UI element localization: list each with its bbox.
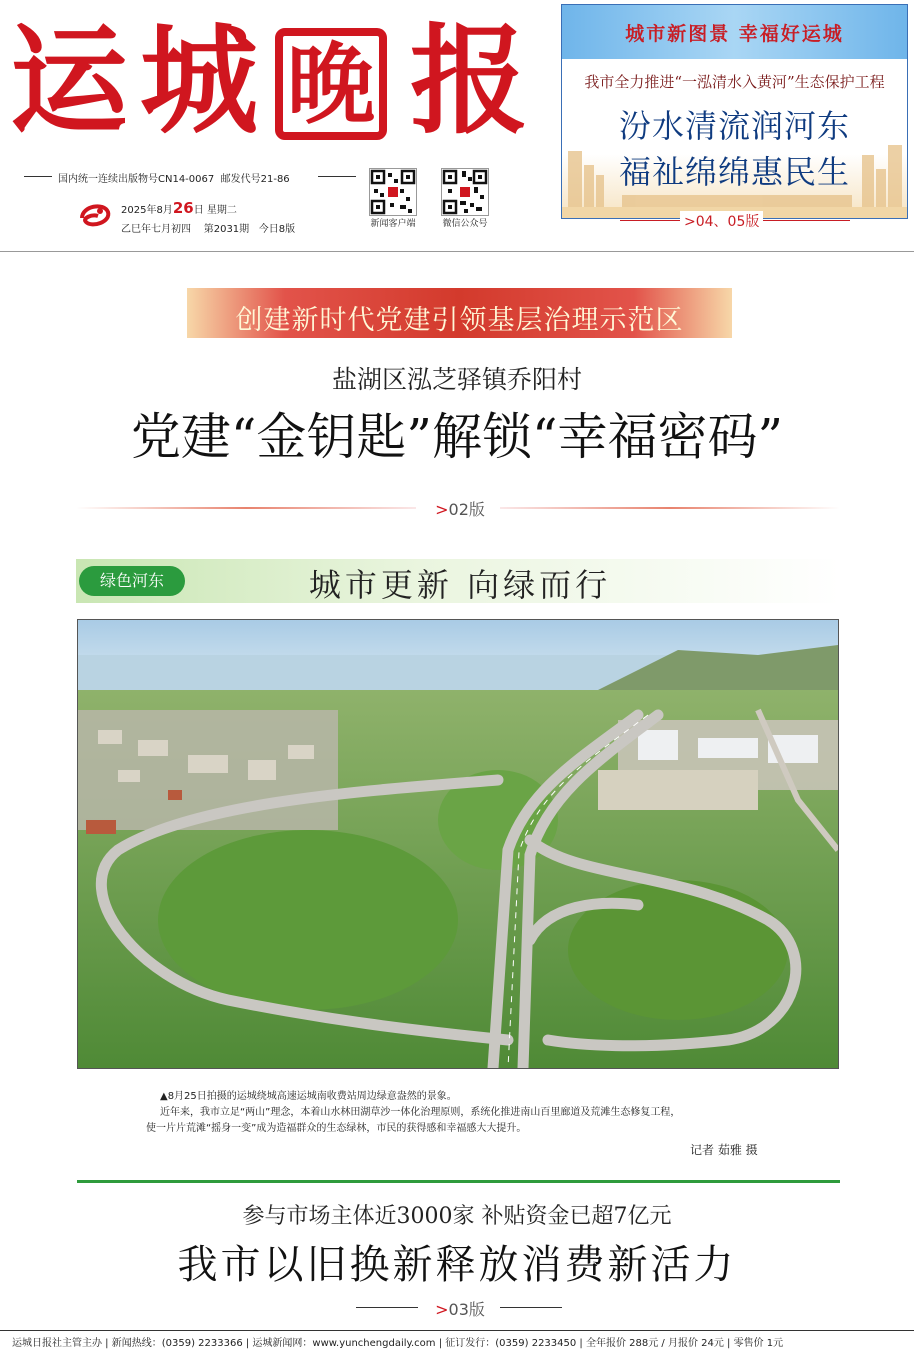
qr-code-icon <box>369 168 417 216</box>
page-ref-arrow-icon: > <box>435 1300 449 1319</box>
ad-box[interactable] <box>561 4 908 219</box>
photo-caption-line-2: 近年来，我市立足“两山”理念，本着山水林田湖草沙一体化治理原则，系统化推进南山百里廊道及荒滩生态修复工程， <box>160 1107 681 1118</box>
page-ref-arrow-icon: > <box>435 500 449 519</box>
page-ref-text: 02版 <box>448 500 485 519</box>
story1-kicker: 盐湖区泓芝驿镇乔阳村 <box>331 365 582 394</box>
photo-caption-line-1: ▲8月25日拍摄的运城绕城高速运城南收费站周边绿意盎然的景象。 <box>160 1091 457 1102</box>
pubinfo-rule-right <box>318 176 356 177</box>
ad-page-ref[interactable]: >04、05版 <box>680 211 763 231</box>
ad-line-1: 汾水清流润河东 <box>618 107 850 145</box>
footer-rule <box>0 1330 914 1331</box>
newspaper-emblem-icon <box>78 200 112 234</box>
pubinfo-rule-left <box>24 176 52 177</box>
masthead-char-3-box <box>275 28 387 140</box>
masthead-char-1: 运 <box>10 11 129 150</box>
story1-banner-text: 创建新时代党建引领基层治理示范区 <box>235 305 684 336</box>
issue-number: 第2031期 <box>203 224 250 235</box>
publication-number: 国内统一连续出版物号CN14-0067 <box>58 174 215 185</box>
qr-wechat[interactable] <box>441 168 495 229</box>
date-day: 26 <box>172 199 194 217</box>
story2-headline[interactable]: 我市以旧换新释放消费新活力 <box>177 1242 737 1288</box>
qr-label: 新闻客户端 <box>370 219 416 229</box>
aerial-photo-illustration <box>78 620 838 1068</box>
page-ref-text: 03版 <box>448 1300 485 1319</box>
story1-ref-rule-right <box>500 507 840 509</box>
photo-credit: 记者 茹雅 摄 <box>690 1143 758 1157</box>
page-count: 今日8版 <box>258 224 296 235</box>
date-suffix: 日 星期二 <box>193 205 237 216</box>
ad-top-band <box>562 5 907 59</box>
qr-label: 微信公众号 <box>442 219 488 229</box>
masthead-logo <box>10 6 540 156</box>
story2-ref-rule-left <box>356 1307 418 1308</box>
ad-skyline-illustration <box>562 145 907 219</box>
masthead-char-3: 晚 <box>286 32 375 136</box>
aerial-photo[interactable] <box>77 619 839 1069</box>
date-prefix: 2025年8月 <box>121 205 173 216</box>
ad-top-title: 城市新图景 幸福好运城 <box>625 23 844 45</box>
qr-news-client[interactable] <box>369 168 423 229</box>
masthead-char-4: 报 <box>410 11 529 150</box>
ad-subtitle: 我市全力推进“一泓清水入黄河”生态保护工程 <box>584 73 885 91</box>
issue-meta <box>121 220 295 235</box>
qr-code-icon <box>441 168 489 216</box>
story1-page-ref[interactable] <box>420 497 500 520</box>
story2-page-ref[interactable] <box>420 1297 500 1320</box>
postal-code: 邮发代号21-86 <box>220 174 290 185</box>
publication-number-line <box>58 170 290 185</box>
issue-date <box>121 199 237 217</box>
section-title: 城市更新 向绿而行 <box>308 566 612 604</box>
story1-banner <box>187 288 732 338</box>
story2-ref-rule-right <box>500 1307 562 1308</box>
story1-headline[interactable]: 党建“金钥匙”解锁“幸福密码” <box>130 408 784 466</box>
masthead-char-2: 城 <box>140 11 259 150</box>
photo-caption-line-3: 使一片片荒滩“摇身一变”成为造福群众的生态绿林，市民的获得感和幸福感大大提升。 <box>146 1123 527 1134</box>
story-separator <box>77 1180 840 1183</box>
story2-kicker: 参与市场主体近3000家 补贴资金已超7亿元 <box>242 1204 672 1229</box>
footer-info: 运城日报社主管主办 | 新闻热线：(0359) 2233366 | 运城新闻网：www.yunchengdaily.com | 征订发行：(0359) 2233450 | 全年报价 288元 / 月报价 24元 | 零售价 1元 <box>12 1338 784 1349</box>
masthead-divider <box>0 251 914 252</box>
ad-line-2: 福祉绵绵惠民生 <box>618 153 850 191</box>
section-tag: 绿色河东 <box>79 566 185 596</box>
story1-ref-rule-left <box>76 507 416 509</box>
lunar-date: 乙巳年七月初四 <box>121 224 191 235</box>
